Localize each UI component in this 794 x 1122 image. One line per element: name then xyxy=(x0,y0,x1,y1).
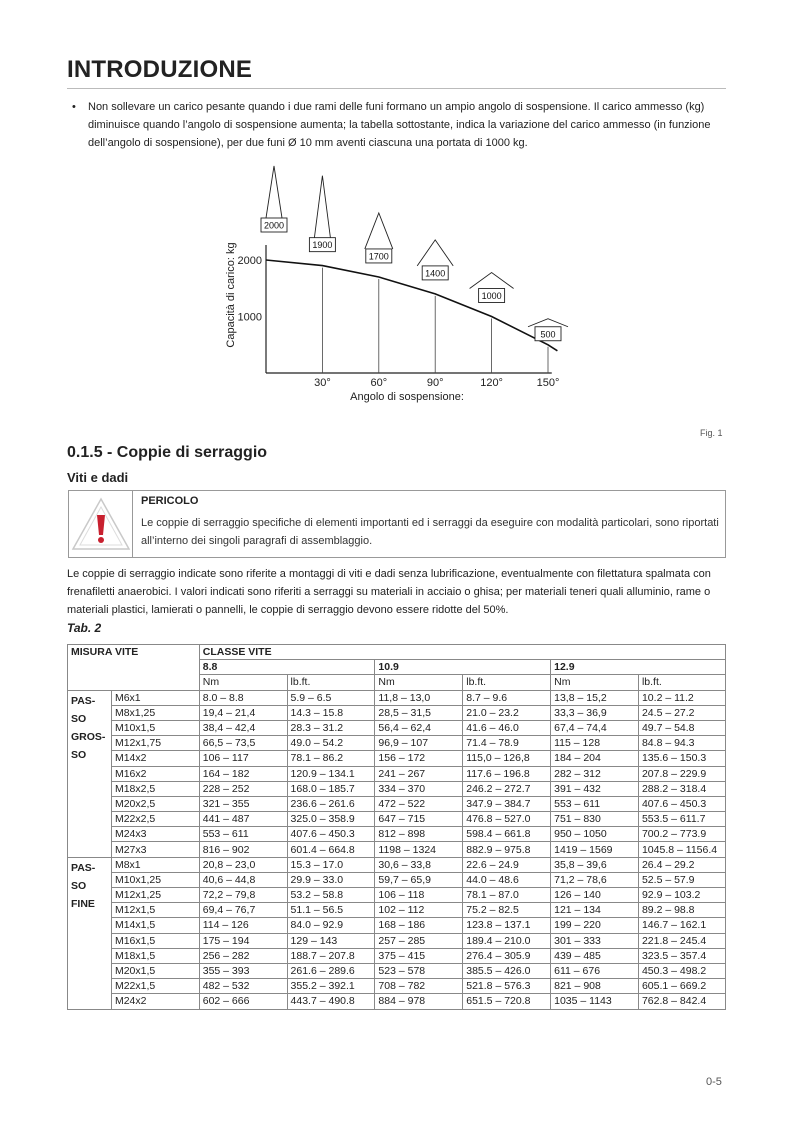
torque-value-cell: 51.1 – 56.5 xyxy=(287,903,375,918)
torque-value-cell: 184 – 204 xyxy=(551,751,639,766)
torque-value-cell: 884 – 978 xyxy=(375,994,463,1009)
x-tick-label: 150° xyxy=(536,377,560,389)
torque-value-cell: 29.9 – 33.0 xyxy=(287,872,375,887)
torque-value-cell: 8.0 – 8.8 xyxy=(199,690,287,705)
torque-value-cell: 146.7 – 162.1 xyxy=(638,918,725,933)
torque-value-cell: 15.3 – 17.0 xyxy=(287,857,375,872)
x-tick-label: 30° xyxy=(314,377,331,389)
torque-value-cell: 1035 – 1143 xyxy=(551,994,639,1009)
table-row xyxy=(68,933,726,948)
torque-value-cell: 44.0 – 48.6 xyxy=(463,872,551,887)
sling-icon xyxy=(417,240,453,266)
danger-text: Le coppie di serraggio specifiche di elementi importanti ed i serraggi da eseguire con modalità particolari, sono riportati all’interno dei singoli paragrafi di assemblaggio. xyxy=(141,517,719,547)
torque-value-cell: 164 – 182 xyxy=(199,766,287,781)
warning-triangle-icon xyxy=(69,491,133,557)
sling-icon xyxy=(528,319,568,327)
section-heading: 0.1.5 - Coppie di serraggio xyxy=(67,444,268,461)
torque-value-cell: 123.8 – 137.1 xyxy=(463,918,551,933)
torque-value-cell: 601.4 – 664.8 xyxy=(287,842,375,857)
torque-value-cell: 71,2 – 78,6 xyxy=(551,872,639,887)
torque-value-cell: 20,8 – 23,0 xyxy=(199,857,287,872)
torque-value-cell: 126 – 140 xyxy=(551,888,639,903)
table-row xyxy=(68,857,726,872)
table-row xyxy=(68,736,726,751)
torque-value-cell: 521.8 – 576.3 xyxy=(463,979,551,994)
torque-value-cell: 553 – 611 xyxy=(551,796,639,811)
torque-value-cell: 10.2 – 11.2 xyxy=(638,690,725,705)
torque-value-cell: 816 – 902 xyxy=(199,842,287,857)
torque-value-cell: 256 – 282 xyxy=(199,948,287,963)
unit-header: lb.ft. xyxy=(287,675,375,690)
sling-icon xyxy=(266,166,282,218)
torque-value-cell: 69,4 – 76,7 xyxy=(199,903,287,918)
header-class: CLASSE VITE xyxy=(199,645,725,660)
data-label: 500 xyxy=(540,329,556,340)
torque-value-cell: 602 – 666 xyxy=(199,994,287,1009)
body-paragraph: Le coppie di serraggio indicate sono riferite a montaggi di viti e dadi senza lubrificazione, eventualmente con filettatura spalmata con frenafiletti anaerobici. I valori indicati sono riferiti a serraggi su materiali in acciaio o ghisa; per materiali teneri quali alluminio, rame o materiali plastici, lamierati o pannelli, le coppie di serraggio devono essere ridotte del 50%. xyxy=(67,568,711,616)
torque-value-cell: 347.9 – 384.7 xyxy=(463,796,551,811)
torque-value-cell: 1419 – 1569 xyxy=(551,842,639,857)
torque-value-cell: 321 – 355 xyxy=(199,796,287,811)
torque-value-cell: 38,4 – 42,4 xyxy=(199,720,287,735)
torque-value-cell: 40,6 – 44,8 xyxy=(199,872,287,887)
torque-value-cell: 106 – 117 xyxy=(199,751,287,766)
torque-value-cell: 355 – 393 xyxy=(199,963,287,978)
table-row xyxy=(68,766,726,781)
table-row xyxy=(68,705,726,720)
torque-value-cell: 751 – 830 xyxy=(551,812,639,827)
table-row xyxy=(68,720,726,735)
screw-size-cell: M10x1,5 xyxy=(111,720,199,735)
torque-value-cell: 323.5 – 357.4 xyxy=(638,948,725,963)
torque-value-cell: 84.0 – 92.9 xyxy=(287,918,375,933)
torque-value-cell: 708 – 782 xyxy=(375,979,463,994)
table-row xyxy=(68,751,726,766)
screw-size-cell: M20x1,5 xyxy=(111,963,199,978)
torque-value-cell: 391 – 432 xyxy=(551,781,639,796)
screw-size-cell: M18x1,5 xyxy=(111,948,199,963)
torque-value-cell: 276.4 – 305.9 xyxy=(463,948,551,963)
torque-value-cell: 121 – 134 xyxy=(551,903,639,918)
table-row xyxy=(68,963,726,978)
y-tick-label: 2000 xyxy=(237,255,262,267)
table-row xyxy=(68,872,726,887)
torque-value-cell: 106 – 118 xyxy=(375,888,463,903)
x-tick-label: 90° xyxy=(426,377,444,389)
torque-value-cell: 28.3 – 31.2 xyxy=(287,720,375,735)
screw-size-cell: M22x2,5 xyxy=(111,812,199,827)
torque-value-cell: 288.2 – 318.4 xyxy=(638,781,725,796)
torque-value-cell: 647 – 715 xyxy=(375,812,463,827)
torque-value-cell: 282 – 312 xyxy=(551,766,639,781)
load-capacity-chart xyxy=(210,165,580,405)
torque-value-cell: 407.6 – 450.3 xyxy=(287,827,375,842)
torque-value-cell: 553.5 – 611.7 xyxy=(638,812,725,827)
screw-size-cell: M24x3 xyxy=(111,827,199,842)
torque-value-cell: 1198 – 1324 xyxy=(375,842,463,857)
torque-value-cell: 1045.8 – 1156.4 xyxy=(638,842,725,857)
table-row xyxy=(68,796,726,811)
screw-size-cell: M12x1,75 xyxy=(111,736,199,751)
screw-size-cell: M12x1,5 xyxy=(111,903,199,918)
torque-value-cell: 476.8 – 527.0 xyxy=(463,812,551,827)
torque-value-cell: 14.3 – 15.8 xyxy=(287,705,375,720)
screw-size-cell: M20x2,5 xyxy=(111,796,199,811)
torque-value-cell: 115,0 – 126,8 xyxy=(463,751,551,766)
torque-value-cell: 821 – 908 xyxy=(551,979,639,994)
torque-value-cell: 11,8 – 13,0 xyxy=(375,690,463,705)
torque-value-cell: 28,5 – 31,5 xyxy=(375,705,463,720)
x-axis-label: Angolo di sospensione: xyxy=(350,391,464,403)
screw-size-cell: M16x1,5 xyxy=(111,933,199,948)
danger-icon-cell xyxy=(69,491,133,557)
figure-label: Fig. 1 xyxy=(700,428,723,438)
torque-value-cell: 117.6 – 196.8 xyxy=(463,766,551,781)
torque-value-cell: 78.1 – 86.2 xyxy=(287,751,375,766)
torque-value-cell: 92.9 – 103.2 xyxy=(638,888,725,903)
sling-icon xyxy=(314,176,330,238)
torque-value-cell: 129 – 143 xyxy=(287,933,375,948)
torque-value-cell: 472 – 522 xyxy=(375,796,463,811)
page-number: 0-5 xyxy=(706,1076,722,1088)
table-row xyxy=(68,948,726,963)
torque-value-cell: 334 – 370 xyxy=(375,781,463,796)
table-row xyxy=(68,842,726,857)
torque-value-cell: 156 – 172 xyxy=(375,751,463,766)
danger-notice xyxy=(68,490,726,558)
torque-value-cell: 66,5 – 73,5 xyxy=(199,736,287,751)
torque-value-cell: 598.4 – 661.8 xyxy=(463,827,551,842)
torque-value-cell: 385.5 – 426.0 xyxy=(463,963,551,978)
torque-value-cell: 482 – 532 xyxy=(199,979,287,994)
screw-size-cell: M16x2 xyxy=(111,766,199,781)
screw-size-cell: M8x1 xyxy=(111,857,199,872)
screw-size-cell: M6x1 xyxy=(111,690,199,705)
torque-value-cell: 241 – 267 xyxy=(375,766,463,781)
torque-value-cell: 236.6 – 261.6 xyxy=(287,796,375,811)
torque-table xyxy=(67,644,726,1010)
torque-value-cell: 84.8 – 94.3 xyxy=(638,736,725,751)
torque-value-cell: 301 – 333 xyxy=(551,933,639,948)
intro-paragraph: Non sollevare un carico pesante quando i due rami delle funi formano un ampio angolo di sospensione. Il carico ammesso (kg) diminuisce quando l’angolo di sospensione aumenta; la tabella sottostante, indica la variazione del carico ammesso (in funzione dell’angolo di sospensione), per due funi Ø 10 mm aventi ciascuna una portata di 1000 kg. xyxy=(88,101,711,149)
torque-value-cell: 56,4 – 62,4 xyxy=(375,720,463,735)
class-12-9: 12.9 xyxy=(551,660,726,675)
torque-value-cell: 41.6 – 46.0 xyxy=(463,720,551,735)
torque-value-cell: 30,6 – 33,8 xyxy=(375,857,463,872)
header-size: MISURA VITE xyxy=(68,645,200,691)
torque-value-cell: 261.6 – 289.6 xyxy=(287,963,375,978)
torque-value-cell: 450.3 – 498.2 xyxy=(638,963,725,978)
table-row xyxy=(68,994,726,1009)
torque-value-cell: 443.7 – 490.8 xyxy=(287,994,375,1009)
torque-value-cell: 35,8 – 39,6 xyxy=(551,857,639,872)
unit-header: Nm xyxy=(551,675,639,690)
sling-icon xyxy=(365,213,393,249)
torque-value-cell: 523 – 578 xyxy=(375,963,463,978)
screw-size-cell: M8x1,25 xyxy=(111,705,199,720)
torque-value-cell: 246.2 – 272.7 xyxy=(463,781,551,796)
title-divider xyxy=(67,88,726,89)
data-label: 1900 xyxy=(312,240,333,251)
torque-value-cell: 59,7 – 65,9 xyxy=(375,872,463,887)
torque-value-cell: 5.9 – 6.5 xyxy=(287,690,375,705)
torque-value-cell: 553 – 611 xyxy=(199,827,287,842)
table-row xyxy=(68,812,726,827)
torque-value-cell: 355.2 – 392.1 xyxy=(287,979,375,994)
torque-value-cell: 120.9 – 134.1 xyxy=(287,766,375,781)
unit-header: lb.ft. xyxy=(463,675,551,690)
torque-value-cell: 175 – 194 xyxy=(199,933,287,948)
bullet-icon: • xyxy=(72,101,76,113)
screw-size-cell: M14x2 xyxy=(111,751,199,766)
torque-value-cell: 115 – 128 xyxy=(551,736,639,751)
screw-size-cell: M14x1,5 xyxy=(111,918,199,933)
torque-value-cell: 13,8 – 15,2 xyxy=(551,690,639,705)
torque-value-cell: 762.8 – 842.4 xyxy=(638,994,725,1009)
data-label: 1700 xyxy=(368,251,389,262)
table-row xyxy=(68,888,726,903)
danger-title: PERICOLO xyxy=(141,495,199,507)
torque-value-cell: 812 – 898 xyxy=(375,827,463,842)
torque-value-cell: 441 – 487 xyxy=(199,812,287,827)
x-tick-label: 60° xyxy=(370,377,388,389)
table-row xyxy=(68,827,726,842)
torque-value-cell: 199 – 220 xyxy=(551,918,639,933)
table-row xyxy=(68,979,726,994)
table-row xyxy=(68,918,726,933)
torque-value-cell: 72,2 – 79,8 xyxy=(199,888,287,903)
torque-value-cell: 651.5 – 720.8 xyxy=(463,994,551,1009)
torque-value-cell: 19,4 – 21,4 xyxy=(199,705,287,720)
screw-size-cell: M22x1,5 xyxy=(111,979,199,994)
screw-size-cell: M10x1,25 xyxy=(111,872,199,887)
torque-value-cell: 8.7 – 9.6 xyxy=(463,690,551,705)
torque-value-cell: 221.8 – 245.4 xyxy=(638,933,725,948)
data-label: 1000 xyxy=(481,291,502,301)
torque-value-cell: 26.4 – 29.2 xyxy=(638,857,725,872)
torque-value-cell: 189.4 – 210.0 xyxy=(463,933,551,948)
table-label: Tab. 2 xyxy=(67,621,102,635)
torque-value-cell: 207.8 – 229.9 xyxy=(638,766,725,781)
table-row xyxy=(68,903,726,918)
torque-value-cell: 407.6 – 450.3 xyxy=(638,796,725,811)
data-label: 1400 xyxy=(425,268,446,279)
unit-header: lb.ft. xyxy=(638,675,725,690)
torque-value-cell: 96,9 – 107 xyxy=(375,736,463,751)
torque-value-cell: 375 – 415 xyxy=(375,948,463,963)
screw-size-cell: M12x1,25 xyxy=(111,888,199,903)
torque-value-cell: 950 – 1050 xyxy=(551,827,639,842)
sling-icon xyxy=(470,273,514,289)
torque-value-cell: 257 – 285 xyxy=(375,933,463,948)
torque-value-cell: 114 – 126 xyxy=(199,918,287,933)
torque-value-cell: 228 – 252 xyxy=(199,781,287,796)
torque-value-cell: 135.6 – 150.3 xyxy=(638,751,725,766)
torque-value-cell: 882.9 – 975.8 xyxy=(463,842,551,857)
torque-value-cell: 89.2 – 98.8 xyxy=(638,903,725,918)
torque-value-cell: 22.6 – 24.9 xyxy=(463,857,551,872)
page-title: INTRODUZIONE xyxy=(67,56,253,83)
load-curve xyxy=(266,260,557,351)
torque-value-cell: 168 – 186 xyxy=(375,918,463,933)
thread-group-label: PAS- SO FINE xyxy=(68,857,112,1009)
unit-header: Nm xyxy=(375,675,463,690)
torque-value-cell: 325.0 – 358.9 xyxy=(287,812,375,827)
torque-value-cell: 21.0 – 23.2 xyxy=(463,705,551,720)
torque-value-cell: 102 – 112 xyxy=(375,903,463,918)
x-tick-label: 120° xyxy=(480,377,503,389)
torque-value-cell: 71.4 – 78.9 xyxy=(463,736,551,751)
torque-value-cell: 53.2 – 58.8 xyxy=(287,888,375,903)
section-subheading: Viti e dadi xyxy=(67,470,129,485)
torque-value-cell: 168.0 – 185.7 xyxy=(287,781,375,796)
torque-value-cell: 700.2 – 773.9 xyxy=(638,827,725,842)
torque-value-cell: 24.5 – 27.2 xyxy=(638,705,725,720)
class-8-8: 8.8 xyxy=(199,660,375,675)
torque-value-cell: 78.1 – 87.0 xyxy=(463,888,551,903)
screw-size-cell: M27x3 xyxy=(111,842,199,857)
class-10-9: 10.9 xyxy=(375,660,551,675)
data-label: 2000 xyxy=(263,220,285,231)
torque-value-cell: 67,4 – 74,4 xyxy=(551,720,639,735)
torque-value-cell: 52.5 – 57.9 xyxy=(638,872,725,887)
torque-value-cell: 611 – 676 xyxy=(551,963,639,978)
table-row xyxy=(68,690,726,705)
y-axis-label: Capacità di carico: kg xyxy=(225,242,237,348)
torque-value-cell: 75.2 – 82.5 xyxy=(463,903,551,918)
y-tick-label: 1000 xyxy=(237,311,262,324)
screw-size-cell: M24x2 xyxy=(111,994,199,1009)
screw-size-cell: M18x2,5 xyxy=(111,781,199,796)
unit-header: Nm xyxy=(199,675,287,690)
table-row xyxy=(68,781,726,796)
torque-value-cell: 33,3 – 36,9 xyxy=(551,705,639,720)
torque-value-cell: 188.7 – 207.8 xyxy=(287,948,375,963)
torque-value-cell: 49.0 – 54.2 xyxy=(287,736,375,751)
torque-value-cell: 439 – 485 xyxy=(551,948,639,963)
torque-value-cell: 605.1 – 669.2 xyxy=(638,979,725,994)
torque-value-cell: 49.7 – 54.8 xyxy=(638,720,725,735)
thread-group-label: PAS- SO GROS- SO xyxy=(68,690,112,857)
